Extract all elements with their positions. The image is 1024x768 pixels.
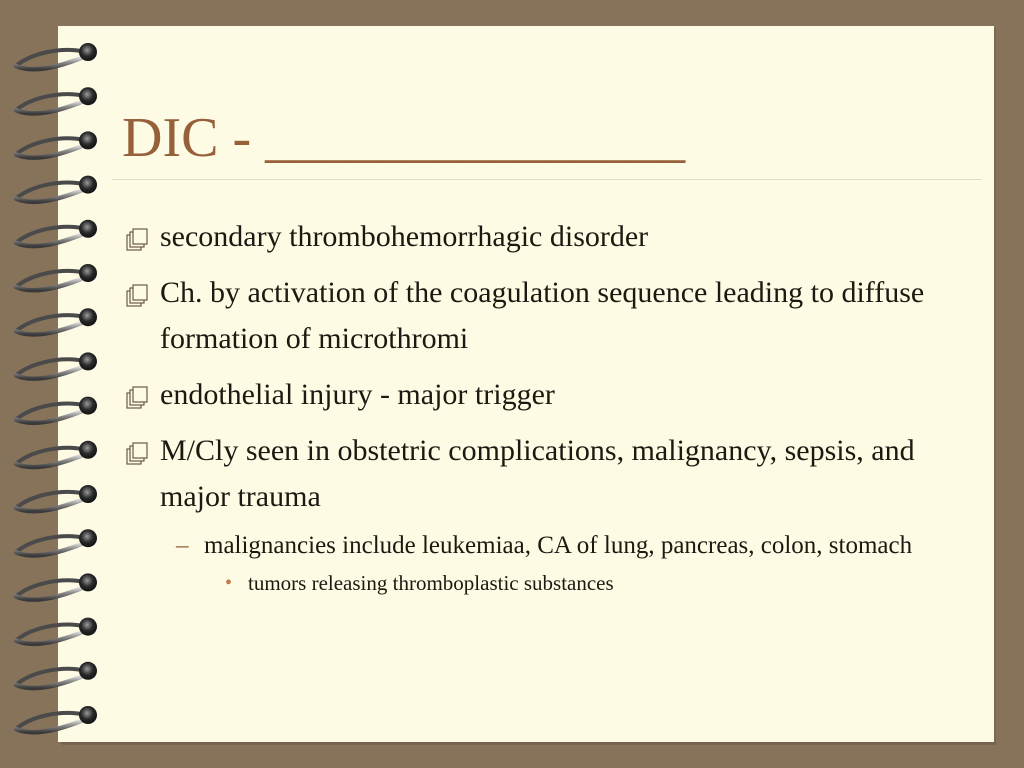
page-shadow [62, 742, 996, 745]
sub-sub-bullet-text: tumors releasing thromboplastic substances [248, 571, 614, 595]
spiral-ring [16, 485, 97, 511]
sub-bullet-text: malignancies include leukemiaa, CA of lung, pancreas, colon, stomach [204, 532, 913, 559]
bullet-item [122, 372, 972, 418]
spiral-ring [16, 87, 97, 113]
dash-marker: – [176, 532, 189, 559]
sub-sub-bullet-item [122, 568, 972, 598]
bullet-text: endothelial injury - major trigger [160, 378, 555, 411]
spiral-ring [16, 220, 97, 246]
slide-body [122, 214, 972, 598]
note-pad-icon [124, 384, 150, 410]
spiral-binding-icon [0, 0, 110, 768]
spiral-ring [16, 441, 97, 467]
bullet-text: secondary thrombohemorrhagic disorder [160, 220, 649, 253]
bullet-text: M/Cly seen in obstetric complications, malignancy, sepsis, and major trauma [160, 434, 915, 513]
spiral-ring [16, 662, 97, 688]
note-pad-icon [124, 440, 150, 466]
spiral-ring [16, 397, 97, 423]
spiral-ring [16, 573, 97, 599]
note-pad-icon [124, 226, 150, 252]
title-divider [112, 179, 982, 180]
spiral-ring [16, 706, 97, 732]
spiral-ring [16, 43, 97, 69]
note-pad-icon [124, 282, 150, 308]
sub-bullet-item [122, 526, 972, 566]
spiral-ring [16, 618, 97, 644]
spiral-ring [16, 131, 97, 157]
bullet-text: Ch. by activation of the coagulation sequence leading to diffuse formation of microthromi [160, 276, 925, 355]
spiral-ring [16, 529, 97, 555]
bullet-item [122, 428, 972, 520]
spiral-ring [16, 308, 97, 334]
spiral-ring [16, 264, 97, 290]
dot-marker: • [225, 572, 233, 594]
slide-title: DIC - _______________ [122, 107, 686, 169]
spiral-ring [16, 176, 97, 202]
bullet-item [122, 270, 972, 362]
spiral-ring [16, 352, 97, 378]
bullet-item [122, 214, 972, 260]
